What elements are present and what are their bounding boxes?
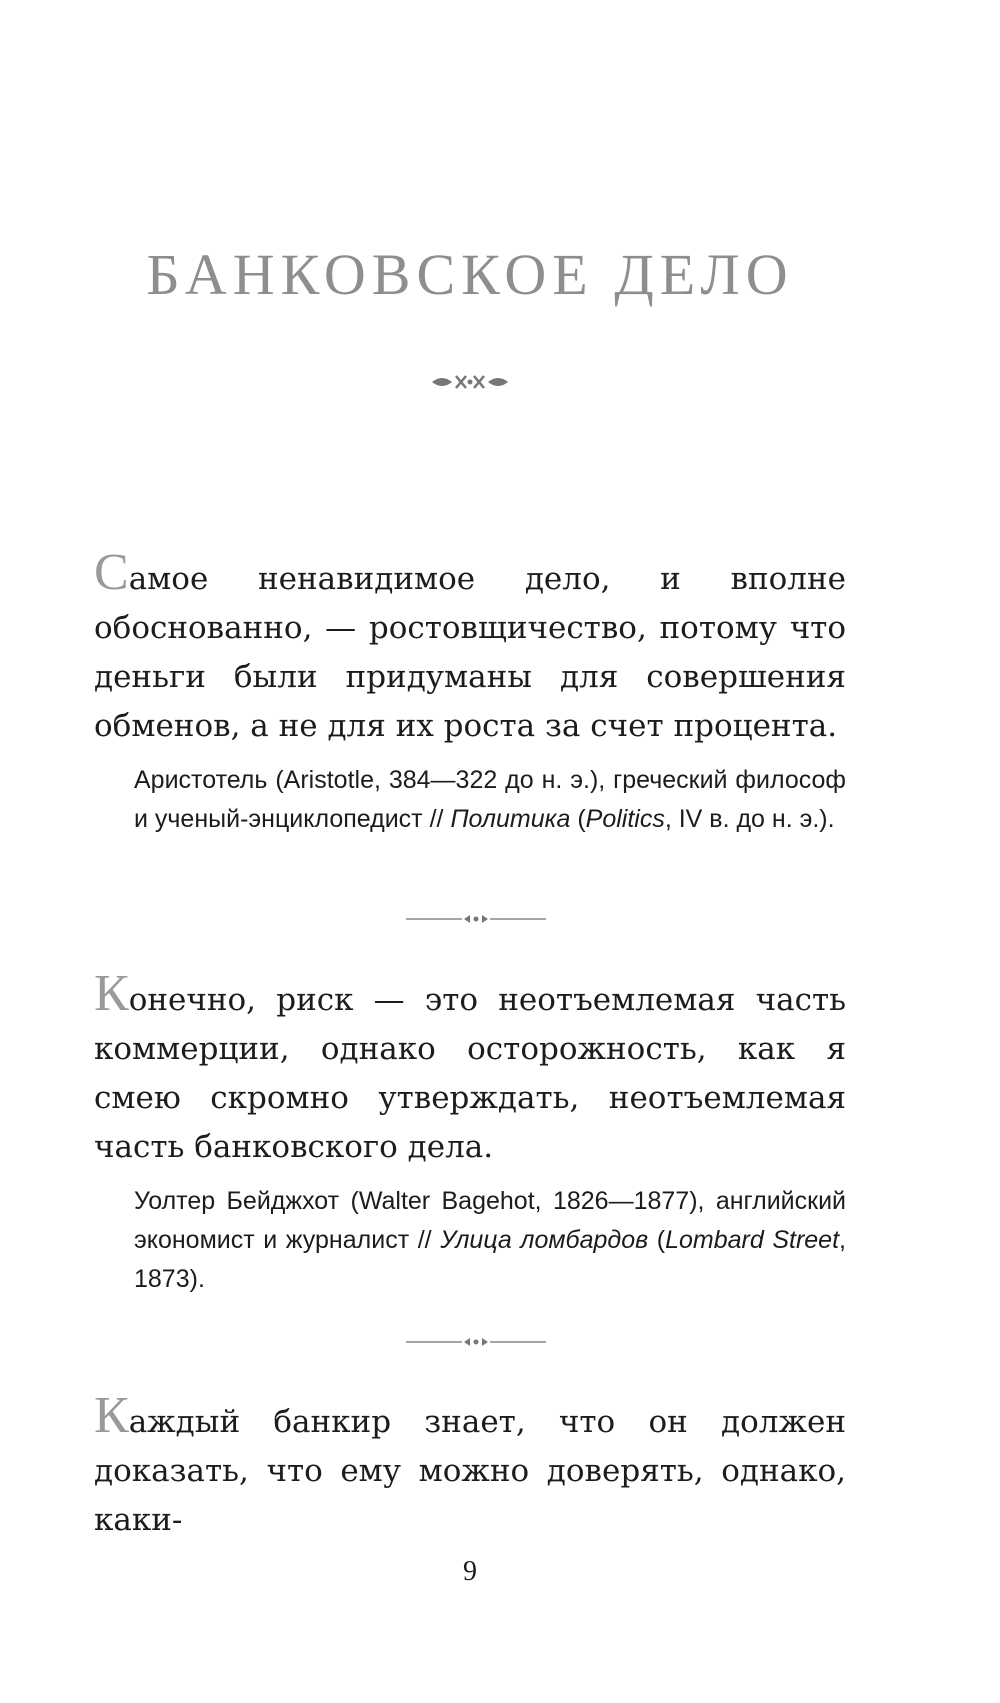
quote-text <box>94 1387 846 1545</box>
quote-body: аждый банкир знает, что он должен доказать, что ему можно доверять, однако, каки- <box>94 1404 846 1538</box>
divider-ornament-icon <box>406 1335 546 1349</box>
attribution-work-original: Politics <box>585 805 665 833</box>
attribution-paren: ( <box>577 805 586 833</box>
quote-body: амое ненавидимое дело, и вполне обоснованно, — ростовщичество, потому что деньги были придуманы для совершения обменов, а не для их роста за счет процента. <box>94 561 846 744</box>
quote-text <box>94 965 846 1172</box>
quote-body: онечно, риск — это неотъемлемая часть коммерции, однако осторожность, как я смею скромно утверждать, неотъемлемая часть банковского дела. <box>94 982 846 1165</box>
attribution-work: Улица ломбардов <box>440 1226 649 1254</box>
drop-cap: К <box>94 965 129 1022</box>
divider-ornament-icon <box>406 912 546 926</box>
page-title: БАНКОВСКОЕ ДЕЛО <box>146 241 794 307</box>
quote-attribution <box>134 761 846 839</box>
attribution-work: Политика <box>450 805 571 833</box>
quote-block <box>94 965 846 1299</box>
flourish-ornament-icon <box>430 372 510 392</box>
quote-attribution <box>134 1182 846 1299</box>
attribution-author: Уолтер Бейджхот (Walter Bagehot, 1826—1877), английский экономист и журналист // <box>134 1187 846 1254</box>
quote-block <box>94 1387 846 1545</box>
attribution-work-original: Lombard Street <box>665 1226 840 1254</box>
attribution-tail: , 1873). <box>134 1226 846 1293</box>
attribution-author: Аристотель (Aristotle, 384—322 до н. э.), греческий философ и ученый-энциклопедист // <box>134 766 846 833</box>
quote-block <box>94 544 846 839</box>
page-number: 9 <box>463 1556 477 1587</box>
drop-cap: К <box>94 1387 129 1444</box>
attribution-paren: ( <box>656 1226 666 1254</box>
drop-cap: С <box>94 544 129 601</box>
attribution-tail: , IV в. до н. э.). <box>664 805 835 833</box>
quote-text <box>94 544 846 751</box>
